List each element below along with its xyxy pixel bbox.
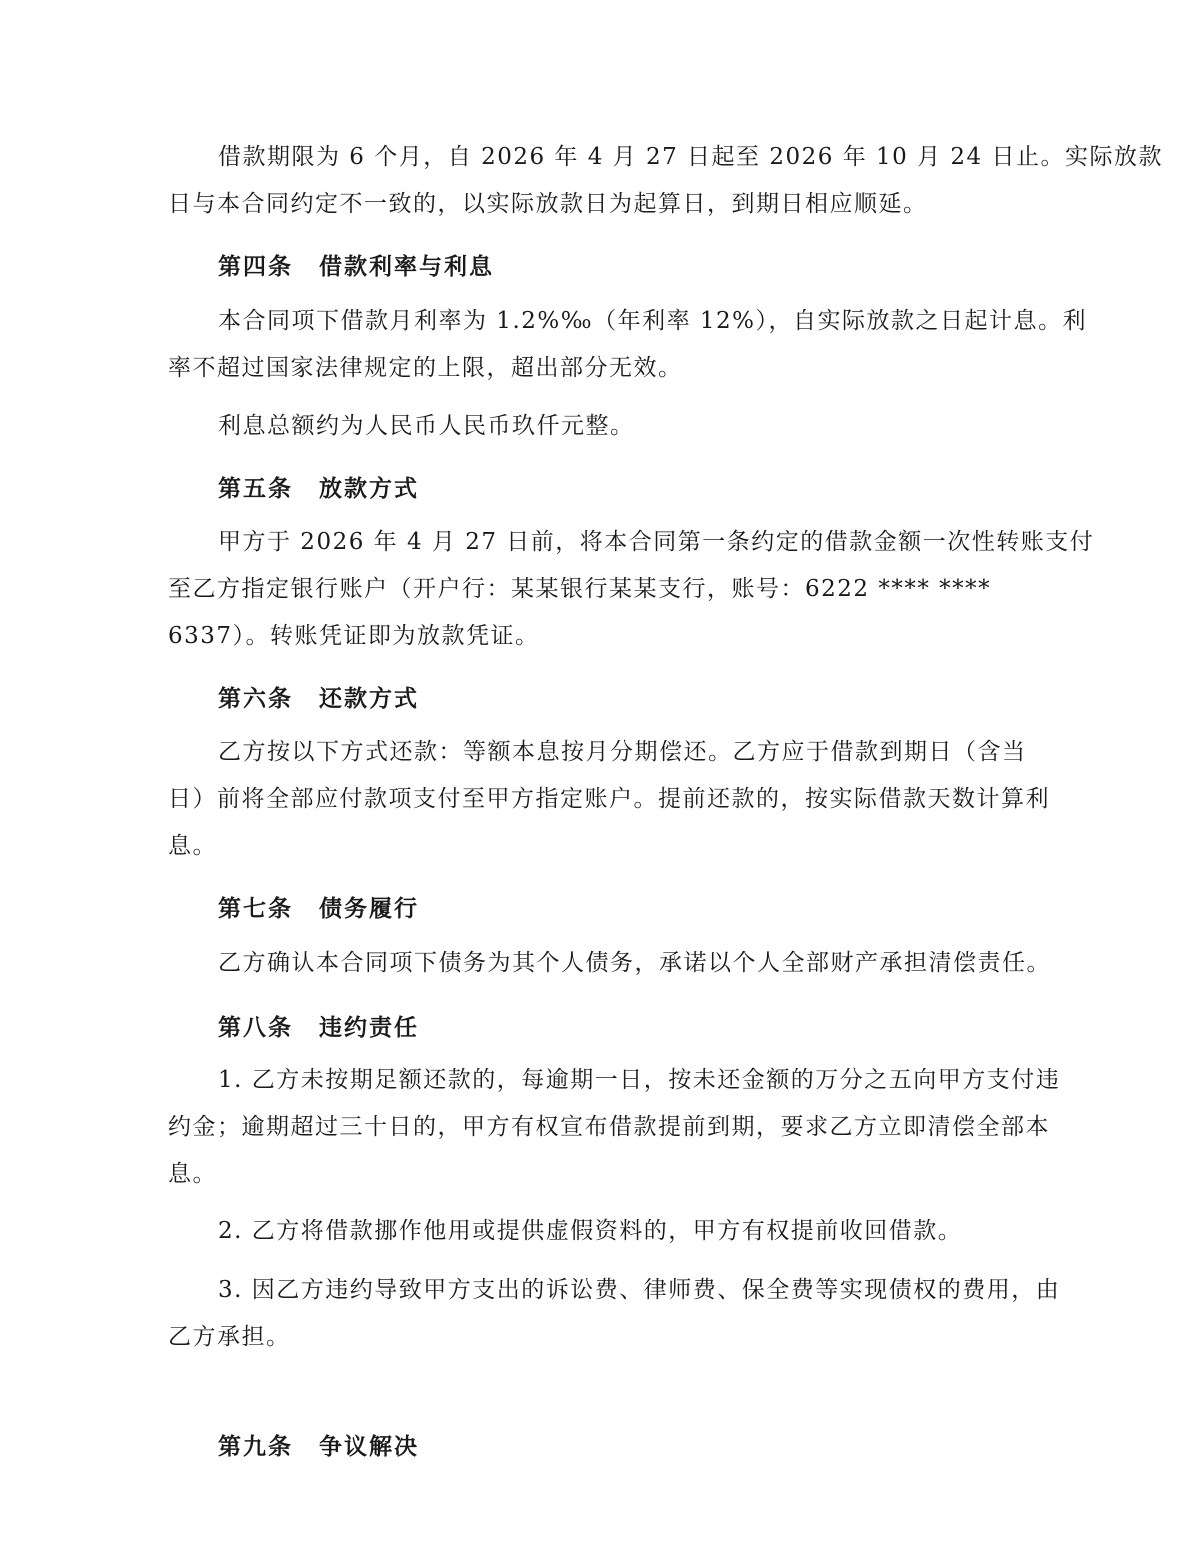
article-number: 第四条 bbox=[218, 253, 293, 280]
breach-item-3 bbox=[168, 1267, 1061, 1361]
article-5-heading bbox=[218, 470, 419, 503]
text-line: 率不超过国家法律规定的上限，超出部分无效。 bbox=[168, 355, 683, 381]
article-number: 第九条 bbox=[218, 1433, 293, 1460]
text-line: 乙方按以下方式还款：等额本息按月分期偿还。乙方应于借款到期日（含当 bbox=[218, 739, 1027, 765]
text-line: 约金；逾期超过三十日的，甲方有权宣布借款提前到期，要求乙方立即清偿全部本 bbox=[168, 1114, 1050, 1140]
breach-item-2 bbox=[168, 1208, 1038, 1255]
text-line: 至乙方指定银行账户（开户行：某某银行某某支行，账号：6222 **** **** bbox=[168, 576, 992, 602]
interest-rate-paragraph bbox=[168, 298, 1088, 392]
text-line: 乙方承担。 bbox=[168, 1324, 291, 1350]
article-number: 第八条 bbox=[218, 1014, 293, 1041]
article-4-heading bbox=[218, 248, 494, 281]
text-line: 1. 乙方未按期足额还款的，每逾期一日，按未还金额的万分之五向甲方支付违 bbox=[218, 1067, 1061, 1093]
article-9-heading bbox=[218, 1428, 419, 1461]
text-line: 乙方确认本合同项下债务为其个人债务，承诺以个人全部财产承担清偿责任。 bbox=[218, 950, 1051, 976]
text-line: 利息总额约为人民币人民币玖仟元整。 bbox=[218, 413, 635, 439]
text-line: 本合同项下借款月利率为 1.2%‰（年利率 12%），自实际放款之日起计息。利 bbox=[218, 308, 1088, 334]
text-line: 2. 乙方将借款挪作他用或提供虚假资料的，甲方有权提前收回借款。 bbox=[218, 1218, 963, 1244]
text-line: 日）前将全部应付款项支付至甲方指定账户。提前还款的，按实际借款天数计算利 bbox=[168, 786, 1050, 812]
article-title: 借款利率与利息 bbox=[319, 253, 494, 280]
article-number: 第六条 bbox=[218, 685, 293, 712]
article-8-heading bbox=[218, 1009, 419, 1042]
interest-total-paragraph bbox=[168, 403, 1038, 450]
text-line: 6337）。转账凭证即为放款凭证。 bbox=[168, 623, 540, 649]
text-line: 息。 bbox=[168, 1161, 217, 1187]
repayment-paragraph bbox=[168, 729, 1050, 870]
text-line: 借款期限为 6 个月，自 2026 年 4 月 27 日起至 2026 年 10 月 24 日止。实际放款 bbox=[218, 144, 1163, 170]
article-number: 第七条 bbox=[218, 895, 293, 922]
text-line: 3. 因乙方违约导致甲方支出的诉讼费、律师费、保全费等实现债权的费用，由 bbox=[218, 1277, 1061, 1303]
text-line: 甲方于 2026 年 4 月 27 日前，将本合同第一条约定的借款金额一次性转账支付 bbox=[218, 529, 1095, 555]
article-title: 债务履行 bbox=[319, 895, 419, 922]
article-title: 争议解决 bbox=[319, 1433, 419, 1460]
article-6-heading bbox=[218, 680, 419, 713]
loan-term-paragraph bbox=[168, 134, 1163, 228]
article-title: 放款方式 bbox=[319, 475, 419, 502]
breach-item-1 bbox=[168, 1057, 1061, 1198]
article-title: 违约责任 bbox=[319, 1014, 419, 1041]
text-line: 日与本合同约定不一致的，以实际放款日为起算日，到期日相应顺延。 bbox=[168, 191, 928, 217]
debt-paragraph bbox=[168, 940, 1051, 987]
article-7-heading bbox=[218, 890, 419, 923]
article-title: 还款方式 bbox=[319, 685, 419, 712]
article-number: 第五条 bbox=[218, 475, 293, 502]
disbursement-paragraph bbox=[168, 519, 1095, 660]
text-line: 息。 bbox=[168, 833, 217, 859]
